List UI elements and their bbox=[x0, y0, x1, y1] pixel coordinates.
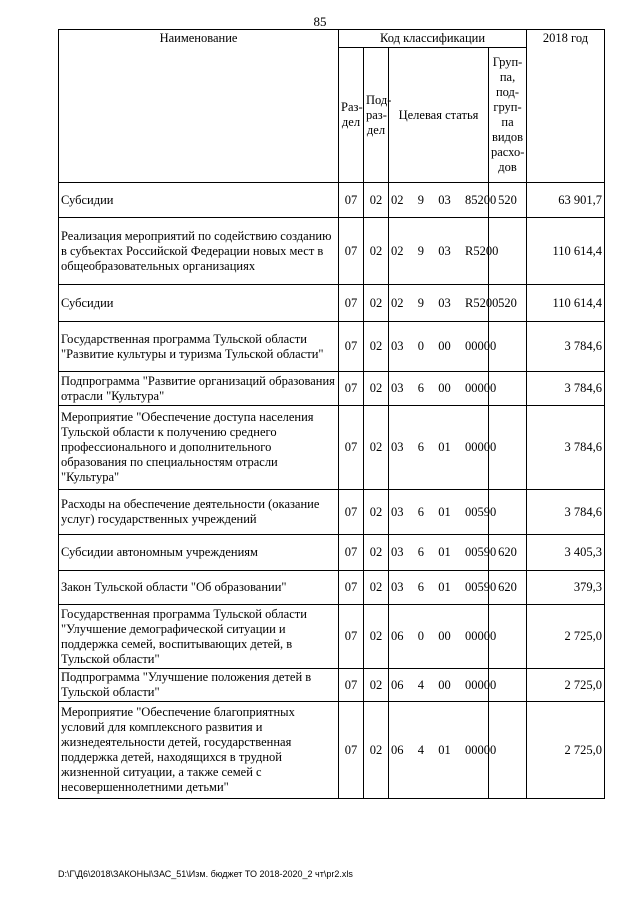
row-name: Государственная программа Тульской области "Улучшение демографической ситуации и поддержка семей, воспитывающих детей, в Тульской области" bbox=[59, 605, 339, 669]
row-razdel: 07 bbox=[339, 322, 364, 372]
row-podrazdel: 02 bbox=[364, 571, 389, 605]
row-razdel: 07 bbox=[339, 406, 364, 490]
row-target: 03 6 01 00590 bbox=[389, 490, 489, 535]
row-razdel: 07 bbox=[339, 535, 364, 571]
row-podrazdel: 02 bbox=[364, 605, 389, 669]
row-group: 520 bbox=[489, 183, 527, 218]
row-podrazdel: 02 bbox=[364, 285, 389, 322]
row-group: 520 bbox=[489, 285, 527, 322]
table-row bbox=[59, 183, 605, 218]
header-year: 2018 год bbox=[527, 30, 605, 183]
table-row bbox=[59, 406, 605, 490]
row-target: 06 4 01 00000 bbox=[389, 702, 489, 799]
row-sum: 3 784,6 bbox=[527, 372, 605, 406]
row-group: 620 bbox=[489, 571, 527, 605]
row-group: 620 bbox=[489, 535, 527, 571]
row-target: 03 6 00 00000 bbox=[389, 372, 489, 406]
row-name: Мероприятие "Обеспечение благоприятных условий для комплексного развития и жизнедеятельности детей, государственная поддержка детей, находящихся в трудной жизненной ситуации, а также семей с несовершеннолетними детьми" bbox=[59, 702, 339, 799]
table-row bbox=[59, 535, 605, 571]
row-podrazdel: 02 bbox=[364, 218, 389, 285]
row-razdel: 07 bbox=[339, 218, 364, 285]
row-sum: 63 901,7 bbox=[527, 183, 605, 218]
row-sum: 2 725,0 bbox=[527, 605, 605, 669]
header-razdel: Раз- дел bbox=[339, 48, 364, 183]
row-podrazdel: 02 bbox=[364, 490, 389, 535]
table-row bbox=[59, 490, 605, 535]
row-name: Государственная программа Тульской области "Развитие культуры и туризма Тульской области" bbox=[59, 322, 339, 372]
row-sum: 3 405,3 bbox=[527, 535, 605, 571]
row-target: 02 9 03 85200 bbox=[389, 183, 489, 218]
header-target: Целевая статья bbox=[389, 48, 489, 183]
row-razdel: 07 bbox=[339, 372, 364, 406]
row-target: 03 6 01 00590 bbox=[389, 571, 489, 605]
row-target: 02 9 03 R5200 bbox=[389, 218, 489, 285]
row-target: 03 0 00 00000 bbox=[389, 322, 489, 372]
row-name: Мероприятие "Обеспечение доступа населения Тульской области к получению среднего профессионального и дополнительного образования по специальностям отрасли "Культура" bbox=[59, 406, 339, 490]
row-sum: 110 614,4 bbox=[527, 285, 605, 322]
row-sum: 3 784,6 bbox=[527, 490, 605, 535]
row-name: Субсидии bbox=[59, 285, 339, 322]
row-target: 06 0 00 00000 bbox=[389, 605, 489, 669]
row-razdel: 07 bbox=[339, 605, 364, 669]
header-name: Наименование bbox=[59, 30, 339, 183]
header-podrazdel: Под- раз- дел bbox=[364, 48, 389, 183]
row-name: Субсидии автономным учреждениям bbox=[59, 535, 339, 571]
row-sum: 2 725,0 bbox=[527, 702, 605, 799]
row-podrazdel: 02 bbox=[364, 702, 389, 799]
header-code-group: Код классификации bbox=[339, 30, 527, 48]
file-path-footer: D:\Г\Д6\2018\ЗАКОНЫ\ЗАС_51\Изм. бюджет ТО 2018-2020_2 чт\pr2.xls bbox=[58, 869, 353, 879]
row-podrazdel: 02 bbox=[364, 669, 389, 702]
row-target: 06 4 00 00000 bbox=[389, 669, 489, 702]
table-row bbox=[59, 702, 605, 799]
row-name: Субсидии bbox=[59, 183, 339, 218]
table-row bbox=[59, 285, 605, 322]
row-razdel: 07 bbox=[339, 183, 364, 218]
row-razdel: 07 bbox=[339, 669, 364, 702]
row-sum: 3 784,6 bbox=[527, 406, 605, 490]
row-name: Подпрограмма "Развитие организаций образования отрасли "Культура" bbox=[59, 372, 339, 406]
table-row bbox=[59, 605, 605, 669]
table-row bbox=[59, 322, 605, 372]
budget-table bbox=[58, 29, 605, 799]
table-row bbox=[59, 372, 605, 406]
row-sum: 379,3 bbox=[527, 571, 605, 605]
row-podrazdel: 02 bbox=[364, 322, 389, 372]
row-sum: 110 614,4 bbox=[527, 218, 605, 285]
page-number: 85 bbox=[313, 14, 327, 29]
row-razdel: 07 bbox=[339, 702, 364, 799]
row-sum: 3 784,6 bbox=[527, 322, 605, 372]
row-razdel: 07 bbox=[339, 490, 364, 535]
row-name: Реализация мероприятий по содействию созданию в субъектах Российской Федерации новых мест в общеобразовательных организациях bbox=[59, 218, 339, 285]
row-razdel: 07 bbox=[339, 571, 364, 605]
header-group: Груп- па, под- груп- па видов расхо- дов bbox=[489, 48, 527, 183]
row-podrazdel: 02 bbox=[364, 372, 389, 406]
row-name: Закон Тульской области "Об образовании" bbox=[59, 571, 339, 605]
row-target: 03 6 01 00590 bbox=[389, 535, 489, 571]
row-podrazdel: 02 bbox=[364, 183, 389, 218]
row-podrazdel: 02 bbox=[364, 406, 389, 490]
row-sum: 2 725,0 bbox=[527, 669, 605, 702]
row-target: 02 9 03 R5200 bbox=[389, 285, 489, 322]
row-name: Расходы на обеспечение деятельности (оказание услуг) государственных учреждений bbox=[59, 490, 339, 535]
table-row bbox=[59, 669, 605, 702]
row-razdel: 07 bbox=[339, 285, 364, 322]
row-name: Подпрограмма "Улучшение положения детей в Тульской области" bbox=[59, 669, 339, 702]
row-target: 03 6 01 00000 bbox=[389, 406, 489, 490]
table-row bbox=[59, 218, 605, 285]
row-podrazdel: 02 bbox=[364, 535, 389, 571]
table-row bbox=[59, 571, 605, 605]
